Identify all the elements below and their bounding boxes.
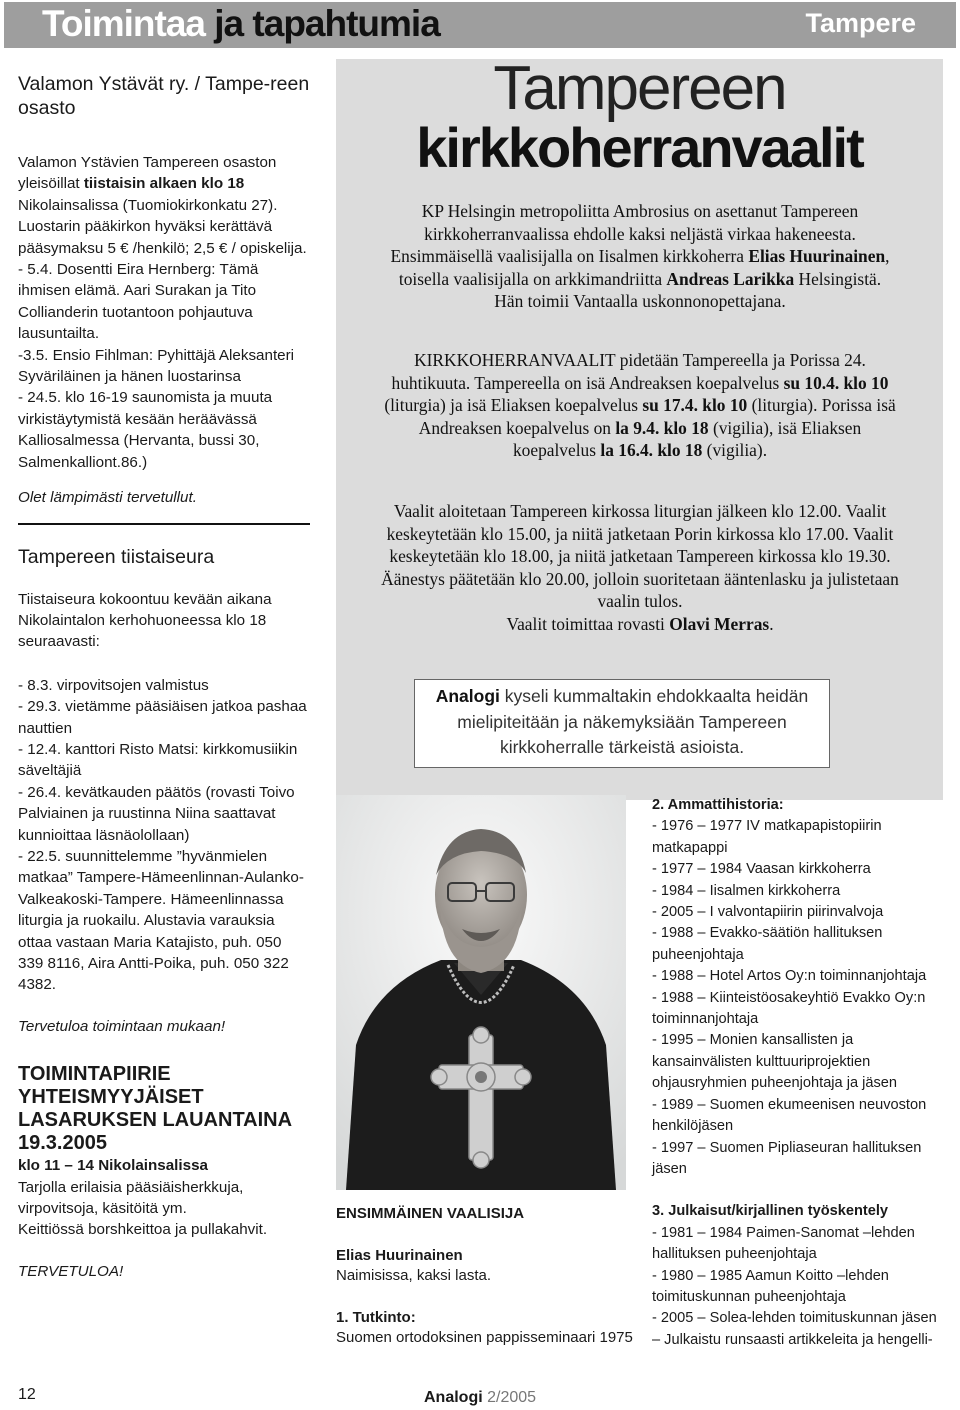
article-title-line1: Tampereen <box>493 54 786 123</box>
article-title-line2: kirkkoherranvaalit <box>416 116 863 179</box>
toiminta-welcome: TERVETULOA! <box>18 1262 124 1280</box>
valamo-item: - 24.5. klo 16-19 saunomista ja muuta virkistäytymistä kesään heräävässä Kalliosalmessa (Hervanta, bussi 30, Salmenkalliont.86.) <box>18 389 273 471</box>
left-column <box>18 72 310 1282</box>
career-item: - 1984 – Iisalmen kirkkoherra <box>652 882 841 899</box>
tiistai-welcome: Tervetuloa toimintaan mukaan! <box>18 1017 226 1035</box>
toiminta-time: klo 11 – 14 Nikolainsalissa <box>18 1157 208 1175</box>
toiminta-text: Keittiössä borshkeittoa ja pullakahvit. <box>18 1221 268 1239</box>
caption-label: ENSIMMÄINEN VAALISIJA <box>336 1205 525 1222</box>
section-title: Toimintaa ja tapahtumia <box>42 3 440 44</box>
tiistai-item: - 29.3. vietämme pääsiäisen jatkoa pashaa nauttien <box>18 698 307 737</box>
tiistai-item: - 8.3. virpovitsojen valmistus <box>18 676 209 694</box>
career-item: - 1988 – Evakko-säätiön hallituksen puheenjohtaja <box>652 925 883 963</box>
candidate-bio <box>652 795 944 1351</box>
publications-heading: 3. Julkaisut/kirjallinen työskentely <box>652 1203 889 1220</box>
career-item: - 1977 – 1984 Vaasan kirkkoherra <box>652 861 871 878</box>
valamo-item: - 5.4. Dosentti Eira Hernberg: Tämä ihmisen elämä. Aari Surakan ja Tito Collianderin tuotantoon pohjautuva lausuntailta. <box>18 261 259 343</box>
career-item: - 1988 – Kiinteistöosakeyhtiö Evakko Oy:n toiminnanjohtaja <box>652 989 926 1028</box>
magazine-footer: Analogi 2/2005 <box>424 1389 537 1406</box>
article-paragraph: KP Helsingin metropoliitta Ambrosius on asettanut Tampereen kirkkoherranvaalissa ehdolle kaksi neljästä virkaa hakeneesta. Ensimmäisellä vaalisijalla on Iisalmen kirkkoherra Elias Huurinainen, toisella vaalisijalla on arkkimandriitta Andreas Larikka Helsingistä. Hän toimii Vantaalla uskonnonopettajana. <box>390 201 890 312</box>
candidate-name: Elias Huurinainen <box>336 1246 463 1264</box>
page-number: 12 <box>18 1386 36 1403</box>
publication-item: - 2005 – Solea-lehden toimituskunnan jäsen – Julkaistu runsaasti artikkeleita ja hengelli- <box>652 1310 937 1348</box>
publication-item: - 1980 – 1985 Aamun Koitto –lehden toimituskunnan puheenjohtaja <box>652 1267 889 1305</box>
tiistai-item: - 22.5. suunnittelemme ”hyvänmielen matkaa” Tampere-Hämeenlinnan-Aulanko-Valkeakoski-Tampere. Hämeenlinnassa liturgia ja ruokailu. Alustavia varauksia ottaa vastaan Maria Katajisto, puh. 050 339 8116, Aira Antti-Poika, puh. 050 322 4382. <box>18 847 304 994</box>
education-text: Suomen ortodoksinen pappisseminaari 1975 <box>336 1329 633 1346</box>
tiistai-item: - 26.4. kevätkauden päätös (rovasti Toivo Palviainen ja ruustinna Niina saattavat kunnioittaa läsnäolollaan) <box>18 783 295 844</box>
magazine-brand: Analogi <box>435 686 500 706</box>
valamo-intro: Valamon Ystävien Tampereen osaston yleisöillat tiistaisin alkaen klo 18 Nikolainsalissa (Tuomiokirkonkatu 27). Luostarin pääkirkon hyväksi kerättävä pääsymaksu 5 € /henkilö; 2,5 € / opiskelija. <box>18 154 307 257</box>
candidate-photo <box>336 795 626 1190</box>
tiistai-heading: Tampereen tiistaiseura <box>18 545 215 568</box>
toiminta-text: Tarjolla erilaisia pääsiäisherkkuja, virpovitsoja, käsitöitä ym. <box>18 1178 244 1218</box>
valamo-welcome: Olet lämpimästi tervetullut. <box>18 489 197 507</box>
candidate-caption <box>336 1204 636 1349</box>
valamo-heading: Valamon Ystävät ry. / Tampe-reen osasto <box>18 73 310 119</box>
career-heading: 2. Ammattihistoria: <box>652 797 784 813</box>
career-item: - 1995 – Monien kansallisten ja kansainvälisten kulttuuriprojektien ohjausryhmien puheenjohtaja ja jäsen <box>652 1032 898 1092</box>
analogi-intro-box: Analogi kyseli kummaltakin ehdokkaalta heidän mielipiteitään ja näkemyksiään Tampereen kirkkoherralle tärkeistä asioista. <box>414 679 830 768</box>
valamo-item: -3.5. Ensio Fihlman: Pyhittäjä Aleksanteri Syväriläinen ja hänen luostarinsa <box>18 346 295 386</box>
tiistai-item: - 12.4. kanttori Risto Matsi: kirkkomusiikin säveltäjiä <box>18 740 298 780</box>
article-paragraph: Vaalit aloitetaan Tampereen kirkossa liturgian jälkeen klo 12.00. Vaalit keskeytetään klo 15.00, ja niitä jatketaan Porin kirkossa klo 17.00. Vaalit keskeytetään klo 18.00, ja niitä jatketaan Tampereen kirkossa klo 19.30. Äänestys päätetään klo 20.00, jolloin suoritetaan ääntenlasku ja julistetaan vaalin tulos. Vaalit toimittaa rovasti Olavi Merras. <box>381 501 899 634</box>
publication-item: - 1981 – 1984 Paimen-Sanomat –lehden hallituksen puheenjohtaja <box>652 1224 915 1263</box>
career-item: - 1988 – Hotel Artos Oy:n toiminnanjohtaja <box>652 968 927 985</box>
article-paragraph: KIRKKOHERRANVAALIT pidetään Tampereella ja Porissa 24. huhtikuuta. Tampereella on isä Andreaksen koepalvelus su 10.4. klo 10 (liturgia) ja isä Eliaksen koepalvelus su 17.4. klo 10 (liturgia). Porissa isä Andreaksen koepalvelus on la 9.4. klo 18 (vigilia), isä Eliaksen koepalvelus la 16.4. klo 18 (vigilia). <box>384 350 896 461</box>
divider <box>18 523 310 525</box>
section-header <box>4 2 956 48</box>
tiistai-intro: Tiistaiseura kokoontuu kevään aikana Nikolaintalon kerhohuoneessa klo 18 seuraavasti: <box>18 590 272 651</box>
toiminta-heading: TOIMINTAPIIRIE YHTEISMYYJÄISET LASARUKSEN LAUANTAINA 19.3.2005 <box>18 1063 292 1155</box>
candidate-status: Naimisissa, kaksi lasta. <box>336 1267 492 1284</box>
career-item: - 1976 – 1977 IV matkapapistopiirin matkapappi <box>652 818 882 856</box>
career-item: - 1997 – Suomen Pipliaseuran hallituksen jäsen <box>652 1139 922 1177</box>
city-label: Tampere <box>805 8 916 38</box>
career-item: - 1989 – Suomen ekumeenisen neuvoston henkilöjäsen <box>652 1096 927 1135</box>
education-heading: 1. Tutkinto: <box>336 1308 416 1326</box>
career-item: - 2005 – I valvontapiirin piirinvalvoja <box>652 904 884 921</box>
priest-portrait-image <box>336 795 626 1190</box>
